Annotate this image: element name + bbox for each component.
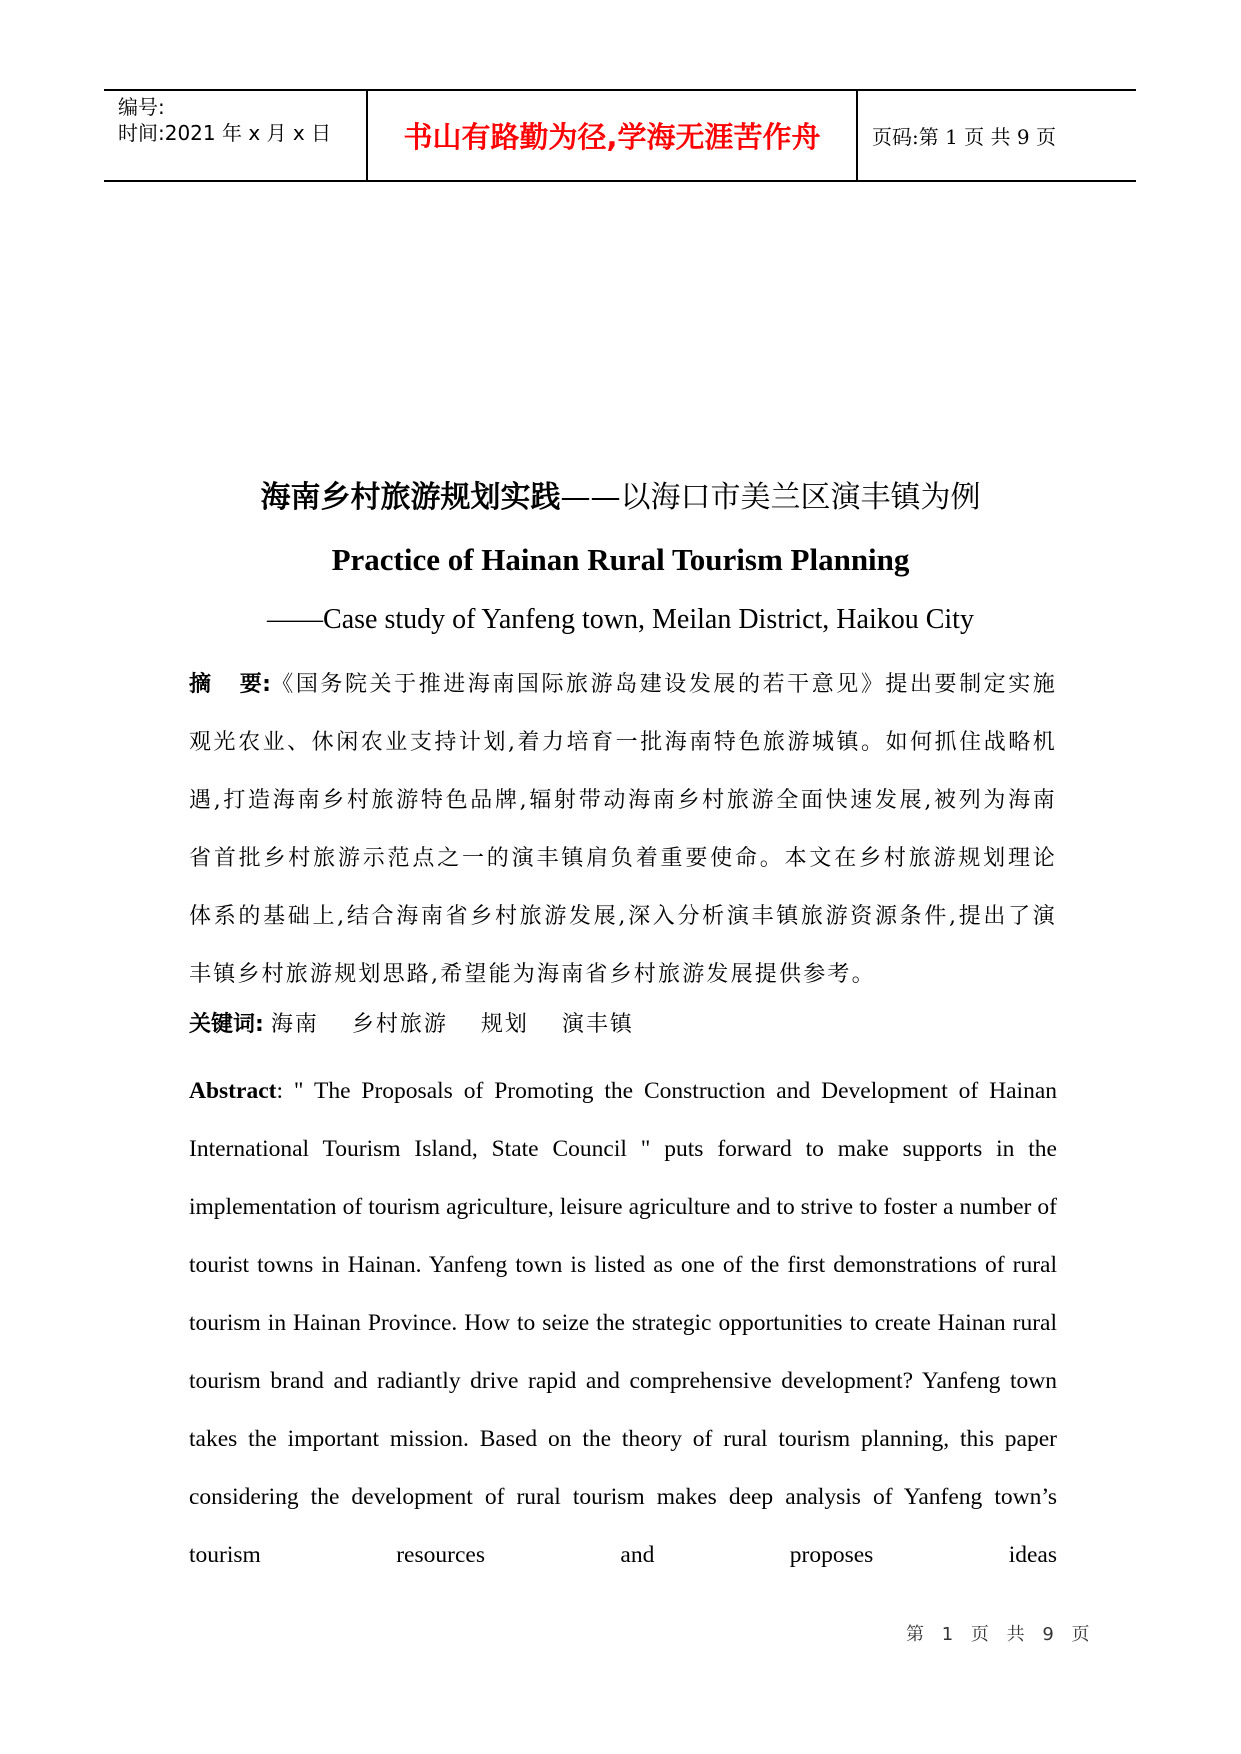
keyword-item: 海南 xyxy=(270,1012,319,1037)
abstract-label-part-2: 要: xyxy=(239,672,271,697)
chinese-abstract-text: 《国务院关于推进海南国际旅游岛建设发展的若干意见》提出要制定实施观光农业、休闲农业支持计划,着力培育一批海南特色旅游城镇。如何抓住战略机遇,打造海南乡村旅游特色品牌,辐射带动海南乡村旅游全面快速发展,被列为海南省首批乡村旅游示范点之一的演丰镇肩负着重要使命。本文在乡村旅游规划理论体系的基础上,结合海南省乡村旅游发展,深入分析演丰镇旅游资源条件,提出了演丰镇乡村旅游规划思路,希望能为海南省乡村旅游发展提供参考。 xyxy=(189,672,1057,987)
keywords-line xyxy=(189,1005,1057,1045)
chinese-title xyxy=(0,478,1241,518)
english-abstract-text: : " The Proposals of Promoting the Construction and Development of Hainan International Tourism Island, State Council " puts forward to make supports in the implementation of tourism agriculture, leisure agriculture and to strive to foster a number of tourist towns in Hainan. Yanfeng town is listed as one of the first demonstrations of rural tourism in Hainan Province. How to seize the strategic opportunities to create Hainan rural tourism brand and radiantly drive rapid and comprehensive development? Yanfeng town takes the important mission. Based on the theory of rural tourism planning, this paper considering the development of rural tourism makes deep analysis of Yanfeng town’s tourism resources and proposes ideas xyxy=(189,1078,1057,1568)
header-motto-cell xyxy=(368,91,858,180)
document-header-table xyxy=(104,89,1136,182)
header-page-cell xyxy=(858,91,1136,180)
keyword-item: 乡村旅游 xyxy=(351,1012,448,1037)
page-footer-indicator: 第 1 页 共 9 页 xyxy=(906,1624,1096,1645)
keyword-item: 规划 xyxy=(480,1012,529,1037)
date-label: 时间:2021 年 x 月 x 日 xyxy=(118,121,332,145)
header-motto: 书山有路勤为径,学海无涯苦作舟 xyxy=(403,120,821,154)
header-page-code: 页码:第 1 页 共 9 页 xyxy=(872,125,1056,149)
chinese-title-sub: ——以海口市美兰区演丰镇为例 xyxy=(560,480,981,515)
chinese-abstract xyxy=(189,656,1057,1004)
english-subtitle: ——Case study of Yanfeng town, Meilan District, Haikou City xyxy=(267,604,974,635)
chinese-title-main: 海南乡村旅游规划实践 xyxy=(260,480,561,515)
chinese-abstract-label xyxy=(189,672,271,697)
keywords-label: 关键词: xyxy=(189,1012,264,1037)
abstract-label-part-1: 摘 xyxy=(189,672,212,697)
english-abstract-label: Abstract xyxy=(189,1078,277,1104)
english-title: Practice of Hainan Rural Tourism Planning xyxy=(331,542,910,577)
keyword-item: 演丰镇 xyxy=(561,1012,634,1037)
serial-number-label: 编号: xyxy=(118,95,165,119)
english-abstract xyxy=(189,1062,1057,1584)
header-info-cell xyxy=(104,91,368,180)
